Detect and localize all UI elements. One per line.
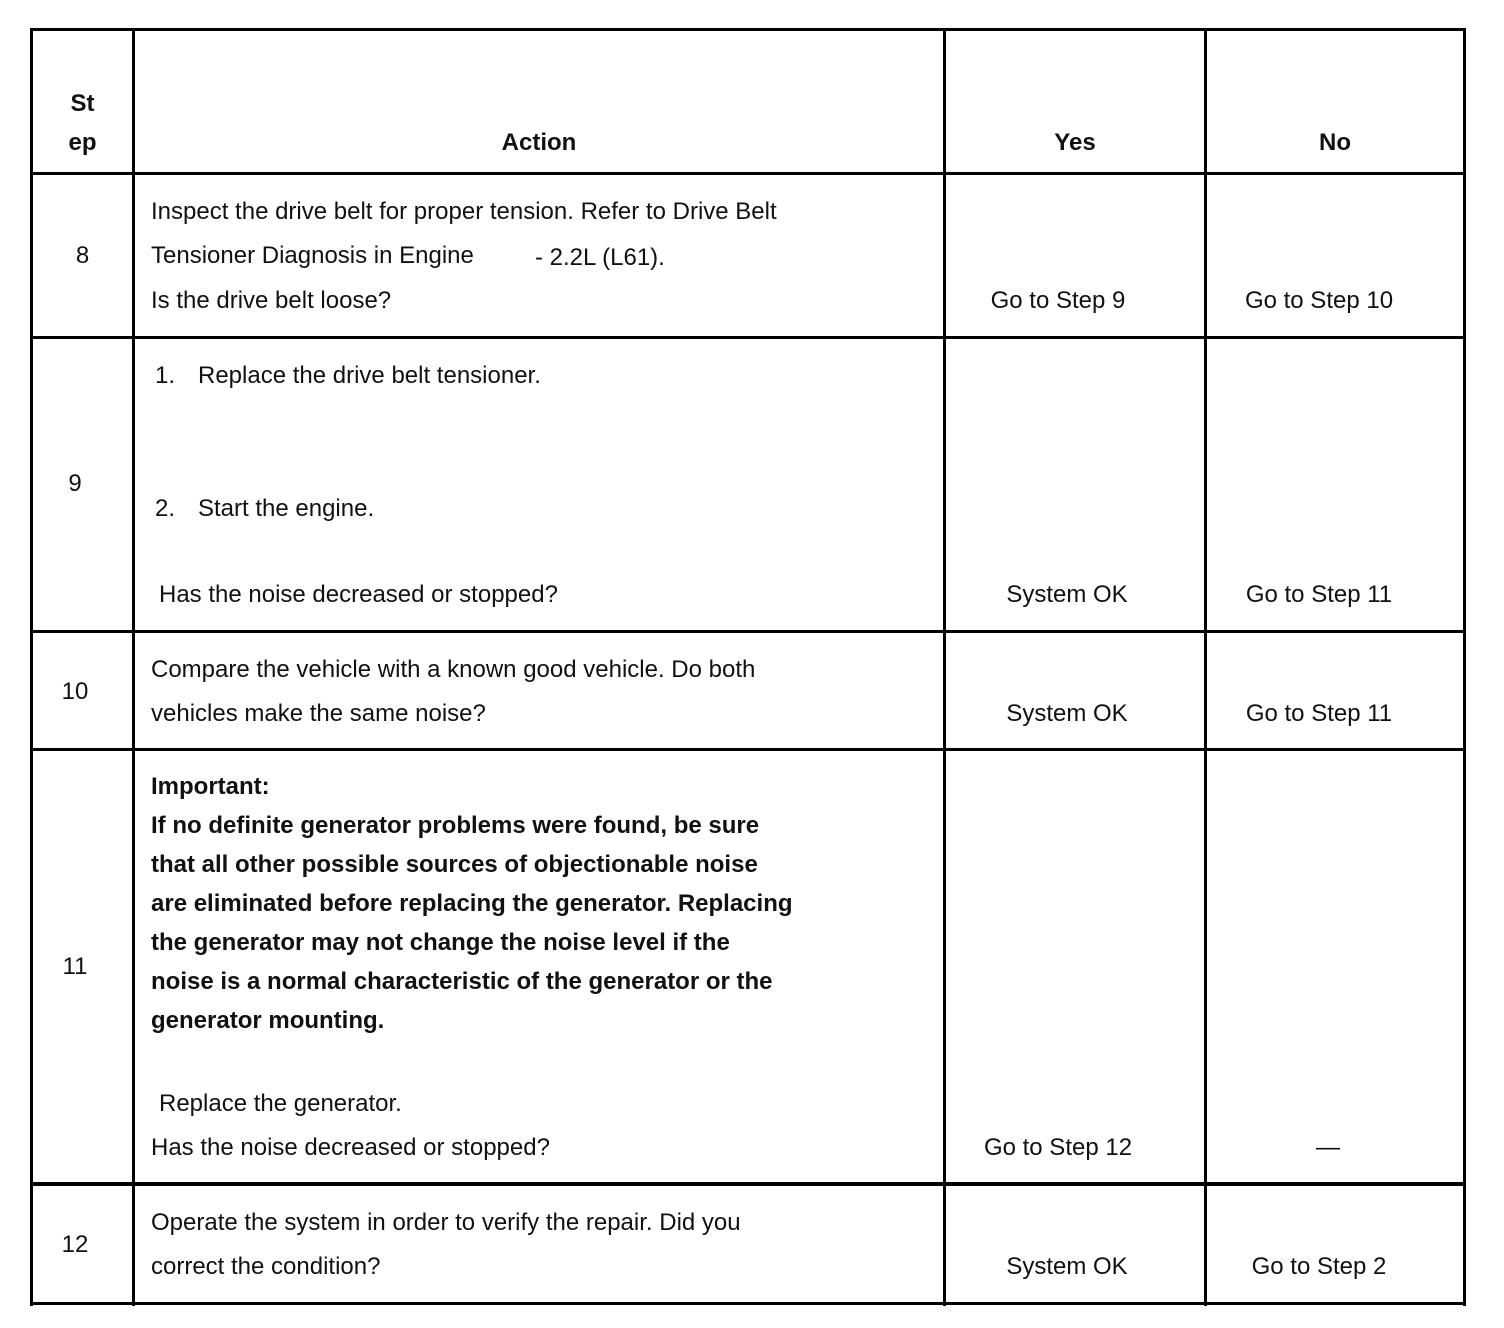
step-number: 12 — [61, 1231, 89, 1258]
table-border-bottom — [30, 1302, 1466, 1305]
row-divider-10 — [30, 748, 1466, 751]
no-result: Go to Step 2 — [1251, 1253, 1387, 1280]
table-border-top — [30, 28, 1466, 31]
table-border-left — [30, 28, 33, 1306]
no-result: Go to Step 11 — [1245, 581, 1393, 608]
step-number: 11 — [62, 953, 88, 980]
action-text: Is the drive belt loose? — [151, 287, 392, 314]
action-text: vehicles make the same noise? — [151, 700, 486, 727]
action-text: Inspect the drive belt for proper tension. Refer to Drive Belt — [151, 198, 777, 225]
header-step-line2: ep — [68, 129, 97, 156]
action-text: Tensioner Diagnosis in Engine — [151, 242, 474, 269]
action-text: Has the noise decreased or stopped? — [151, 1134, 550, 1161]
step-number: 8 — [75, 242, 90, 269]
action-text: Operate the system in order to verify the repair. Did you — [151, 1209, 741, 1236]
important-text: If no definite generator problems were found, be sure — [151, 812, 760, 839]
step-number: 10 — [61, 678, 89, 705]
step-number: 9 — [68, 470, 82, 497]
important-text: that all other possible sources of objectionable noise — [151, 851, 758, 878]
important-text: generator mounting. — [151, 1007, 385, 1034]
table-divider-yes-no — [1204, 28, 1207, 1306]
table-divider-step-action — [132, 28, 135, 1306]
header-yes: Yes — [1054, 129, 1096, 156]
action-text: Has the noise decreased or stopped? — [159, 581, 558, 608]
important-text: noise is a normal characteristic of the generator or the — [151, 968, 773, 995]
yes-result: System OK — [1006, 1253, 1128, 1280]
important-label: Important: — [151, 773, 270, 800]
header-action: Action — [501, 129, 577, 156]
action-text: Compare the vehicle with a known good vehicle. Do both — [151, 656, 756, 683]
table-divider-action-yes — [943, 28, 946, 1306]
list-number: 1. — [155, 362, 176, 389]
header-no: No — [1319, 129, 1351, 156]
action-text: correct the condition? — [151, 1253, 381, 1280]
action-text: Start the engine. — [198, 495, 375, 522]
list-number: 2. — [155, 495, 176, 522]
no-result: Go to Step 11 — [1245, 700, 1393, 727]
row-divider-9 — [30, 630, 1466, 633]
row-divider-8 — [30, 336, 1466, 339]
yes-result: System OK — [1006, 700, 1128, 727]
action-text: Replace the generator. — [159, 1090, 402, 1117]
row-divider-header — [30, 172, 1466, 175]
no-result: Go to Step 10 — [1244, 287, 1394, 314]
yes-result: Go to Step 12 — [983, 1134, 1133, 1161]
important-text: the generator may not change the noise level if the — [151, 929, 730, 956]
header-step-line1: St — [70, 90, 95, 117]
action-text: Replace the drive belt tensioner. — [198, 362, 541, 389]
action-text: - 2.2L (L61). — [535, 244, 665, 271]
important-text: are eliminated before replacing the generator. Replacing — [151, 890, 793, 917]
yes-result: Go to Step 9 — [990, 287, 1126, 314]
row-divider-11 — [30, 1182, 1466, 1186]
yes-result: System OK — [1006, 581, 1128, 608]
table-border-right — [1463, 28, 1466, 1306]
no-result: — — [1316, 1134, 1340, 1161]
